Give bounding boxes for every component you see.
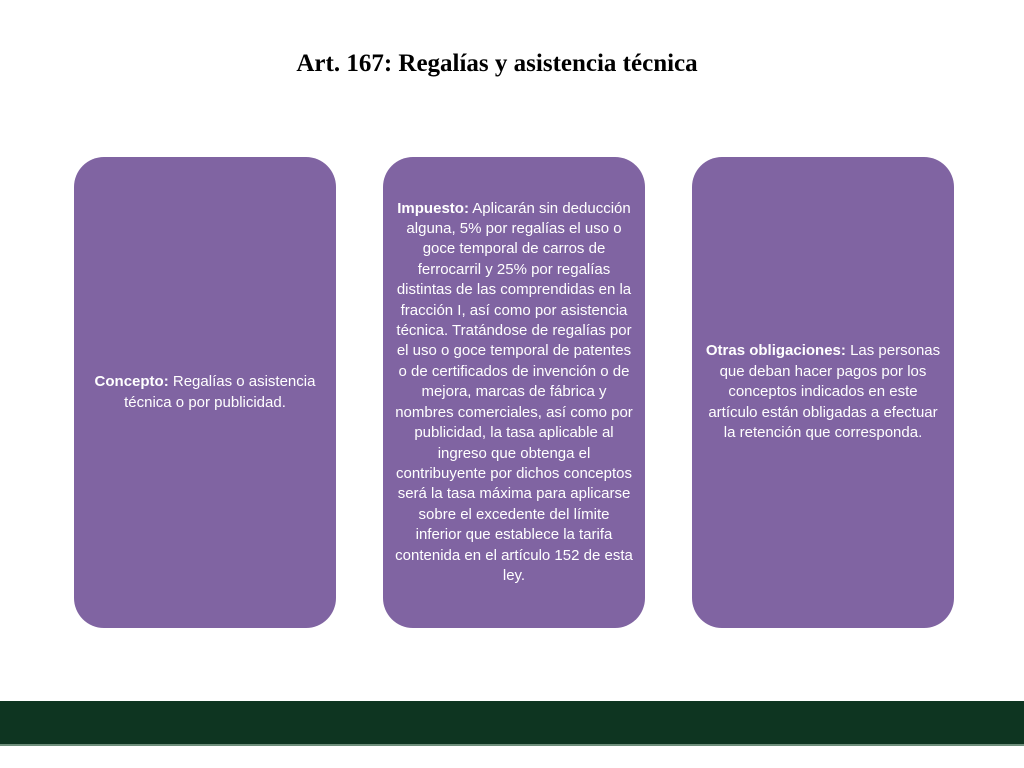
concepto-paragraph [86,372,324,413]
concepto-label: Concepto: [94,373,169,391]
footer-bar [0,701,1024,744]
concepto-box [74,157,336,628]
impuesto-text: Aplicarán sin deducción alguna, 5% por regalías el uso o goce temporal de carros de ferrocarril y 25% por regalías distintas de las comprendidas en la fracción I, así como por asistencia técnica. Tratándose de regalías por el uso o goce temporal de patentes o de certificados de invención o de mejora, marcas de fábrica y nombres comerciales, así como por publicidad, la tasa aplicable al ingreso que obtenga el contribuyente por dichos conceptos será la tasa máxima para aplicarse sobre el excedente del límite inferior que establece la tarifa contenida en el artículo 152 de esta ley. [395,199,633,584]
otras-obligaciones-box [692,157,954,628]
footer-divider [0,744,1024,746]
slide-title: Art. 167: Regalías y asistencia técnica [296,50,698,77]
impuesto-box [383,157,645,628]
impuesto-paragraph [395,199,633,587]
concepto-text: Regalías o asistencia técnica o por publicidad. [124,373,316,411]
otras-obligaciones-label: Otras obligaciones: [705,342,846,360]
otras-obligaciones-text: Las personas que deban hacer pagos por los conceptos indicados en este artículo están obligadas a efectuar la retención que corresponda. [708,342,941,442]
otras-obligaciones-paragraph [704,341,942,443]
impuesto-label: Impuesto: [397,199,469,217]
